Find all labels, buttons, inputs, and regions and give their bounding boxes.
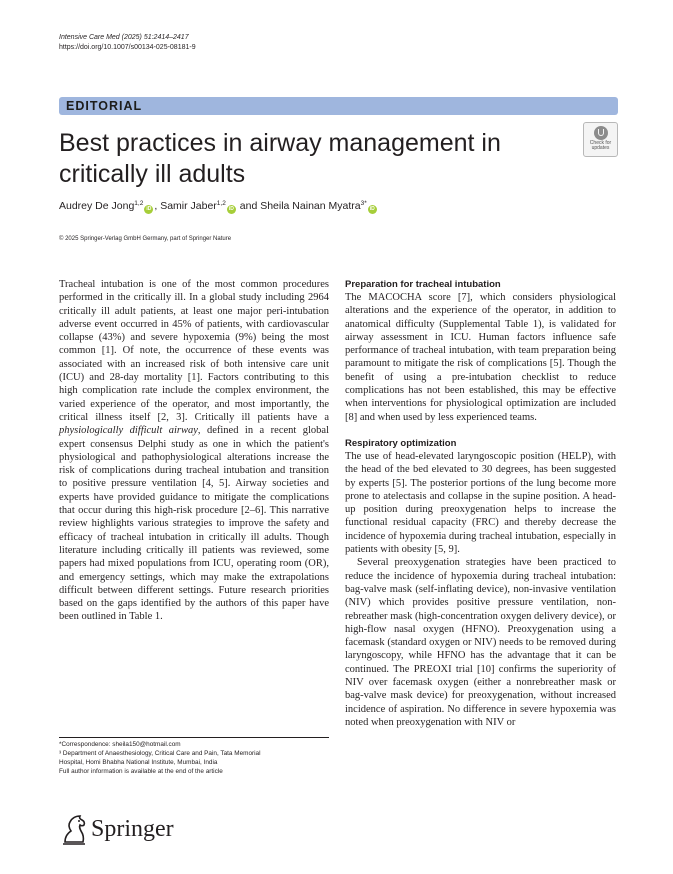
article-title: Best practices in airway management in critically ill adults bbox=[59, 129, 501, 188]
author-list bbox=[59, 200, 378, 214]
section-banner bbox=[59, 97, 618, 115]
author-affiliation: 1,2 bbox=[216, 200, 226, 207]
copyright-notice: © 2025 Springer-Verlag GmbH Germany, part of Springer Nature bbox=[59, 236, 232, 242]
section-label: EDITORIAL bbox=[66, 99, 143, 113]
paragraph-text: Tracheal intubation is one of the most common procedures performed in the critically ill. In a global study including 2964 critically ill adult patients, at least one major peri-intubation adverse event occurred in 45% of patients, with cardiovascular collapse (43%) and severe hypoxemia (9%) being the most common [1]. Of note, the occurrence of these events was associated with an increased risk of both intensive care unit (ICU) and 28-day mortality [1]. Factors contributing to this high complication rate include the complex environment, the varied experience of the operator, and most importantly, the critical illness itself [2, 3]. Critically ill patients have a bbox=[59, 279, 329, 423]
affiliation-line: Hospital, Homi Bhabha National Institute, Mumbai, India bbox=[59, 759, 218, 766]
body-paragraph bbox=[59, 278, 329, 624]
springer-horse-icon bbox=[59, 812, 89, 846]
orcid-icon[interactable]: iD bbox=[146, 206, 152, 212]
author-info-note: Full author information is available at the end of the article bbox=[59, 768, 223, 775]
check-for-updates-button[interactable] bbox=[583, 122, 618, 157]
author-affiliation: 1,2 bbox=[134, 200, 144, 207]
author-separator: , bbox=[154, 200, 161, 212]
author-affiliation: 3* bbox=[360, 200, 367, 207]
author-separator: and bbox=[236, 200, 261, 212]
author-name[interactable]: Sheila Nainan Myatra bbox=[260, 200, 361, 212]
orcid-icon[interactable]: iD bbox=[228, 206, 234, 212]
section-heading: Preparation for tracheal intubation bbox=[345, 279, 501, 290]
body-paragraph: The MACOCHA score [7], which considers physiological alterations and the experience of the operator, in addition to anatomical difficulty (Supplemental Table 1), is validated for airway assessment in ICU. Human factors influence safe performance of tracheal intubation, with team preparation being paramount to mitigate the risk of complications [5]. Though the benefit of using a pre-intubation checklist to reduce complications has not been established, this may be effective when interventions for physiological optimization are included [8] and when used by less experienced teams. bbox=[345, 292, 616, 423]
emphasis-text: physiologically difficult airway bbox=[59, 425, 198, 437]
footnote-divider bbox=[59, 737, 329, 738]
author-name[interactable]: Audrey De Jong bbox=[59, 200, 135, 212]
body-column-right bbox=[345, 278, 616, 729]
journal-header bbox=[59, 33, 196, 53]
publisher-name: Springer bbox=[91, 816, 174, 842]
journal-citation: Intensive Care Med (2025) 51:2414–2417 bbox=[59, 34, 189, 41]
correspondence-email[interactable]: *Correspondence: sheila150@hotmail.com bbox=[59, 741, 181, 748]
affiliation-line: ³ Department of Anaesthesiology, Critical Care and Pain, Tata Memorial bbox=[59, 750, 261, 757]
doi-link[interactable]: https://doi.org/10.1007/s00134-025-08181-9 bbox=[59, 44, 196, 51]
body-paragraph: Several preoxygenation strategies have been practiced to reduce the incidence of hypoxemia during tracheal intubation: bag-valve mask (self-inflating device), non-invasive ventilation (NIV) which provides positive pressure ventilation, non-rebreather mask (high-concentration oxygen delivery device), or high-flow nasal oxygen (HFNO). Preoxygenation using a facemask (standard oxygen or NIV) needs to be removed during laryngoscopy, while HFNO has the advantage that it can be continued. The PREOXI trial [10] confirms the superiority of NIV over facemask oxygen (either a nonrebreather mask or bag-valve mask device) for preoxygenation, without increased incidence of aspiration. No difference in severe hypoxemia was noted when preoxygenation with NIV or bbox=[345, 557, 616, 728]
author-name[interactable]: Samir Jaber bbox=[160, 200, 217, 212]
body-column-left bbox=[59, 278, 329, 624]
section-heading: Respiratory optimization bbox=[345, 437, 457, 449]
publisher-logo bbox=[59, 812, 174, 846]
check-updates-line2: updates bbox=[591, 145, 610, 151]
check-updates-icon bbox=[594, 126, 608, 140]
footnotes bbox=[59, 740, 329, 776]
orcid-icon[interactable]: iD bbox=[369, 206, 375, 212]
body-paragraph: The use of head-elevated laryngoscopic position (HELP), with the head of the bed elevated to 30 degrees, has been suggested by experts [5]. The posterior portions of the lung become more prone to atelectasis and collapse in the supine position. A head-up position during preoxygenation helps to increase the functional residual capacity (FRC) and thereby decrease the incidence of hypoxemia during tracheal intubation, especially in patients with obesity [5, 9]. bbox=[345, 450, 616, 556]
check-updates-line1: Check for bbox=[589, 140, 612, 146]
paragraph-text: , defined in a recent global expert consensus Delphi study as one in which the patient's physiological and pathophysiological alterations increase the risk of complications during tracheal intubation and transition to positive pressure ventilation [4, 5]. Airway societies and experts have provided guidance to mitigate the complications that occur during this high-risk procedure [2–6]. This narrative review highlights various strategies to improve the safety and efficacy of tracheal intubation in critically ill adults. Though literature including critically ill patients was reviewed, some papers had mixed populations from ICU, operating room (OR), and emergency settings, which may make the extrapolations difficult between different settings. Future research priorities based on the gaps identified by the authors of this paper have been outlined in Table 1. bbox=[59, 425, 329, 623]
